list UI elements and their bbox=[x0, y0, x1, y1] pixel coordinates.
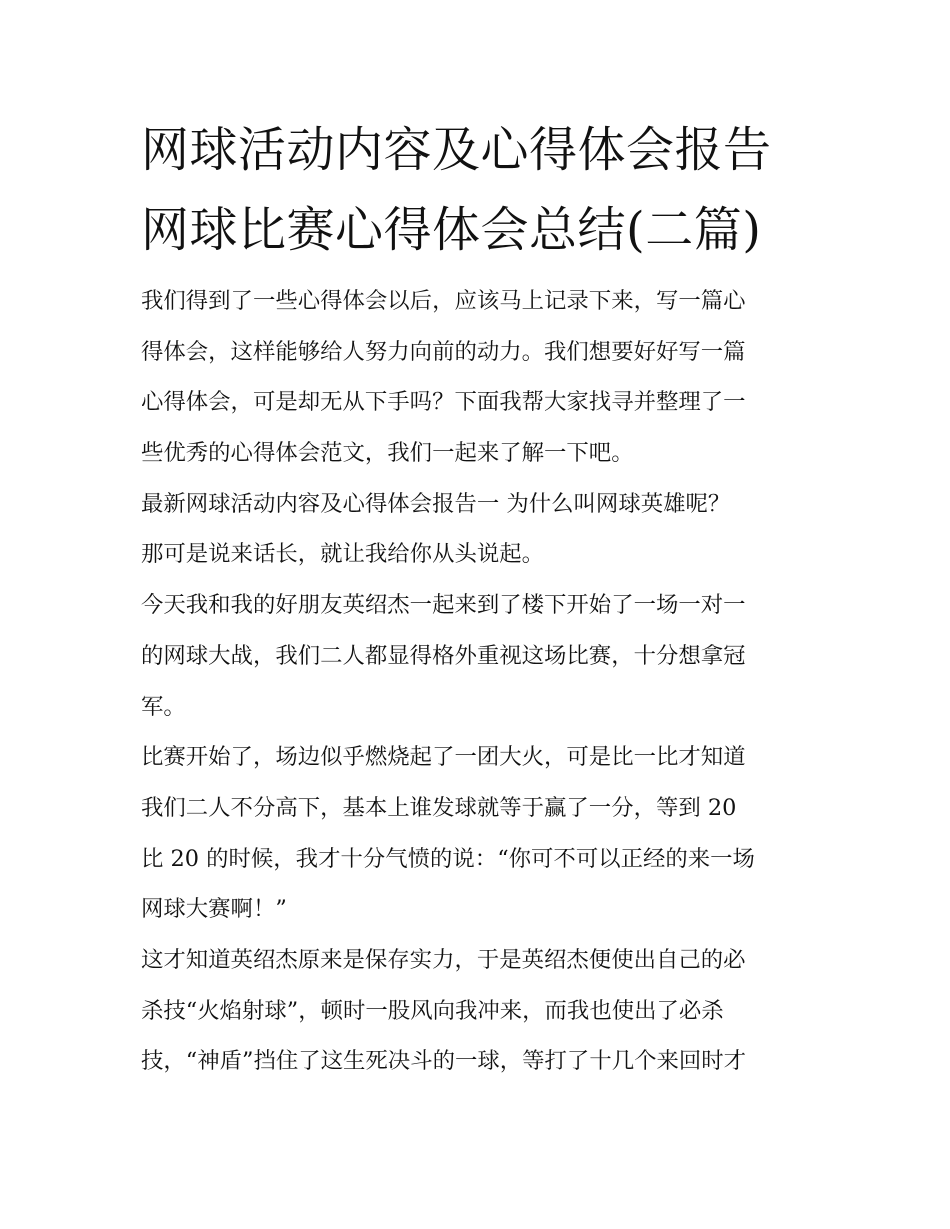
body-line: 比赛开始了，场边似乎燃烧起了一团大火，可是比一比才知道 bbox=[141, 744, 746, 771]
body-line: 心得体会，可是却无从下手吗？下面我帮大家找寻并整理了一 bbox=[141, 389, 746, 416]
body-line: 我们得到了一些心得体会以后，应该马上记录下来，写一篇心 bbox=[141, 288, 746, 314]
body-line: 网球大赛啊！” bbox=[141, 896, 287, 923]
body-line: 我们二人不分高下，基本上谁发球就等于赢了一分，等到 20 bbox=[141, 794, 737, 821]
body-line: 技，“神盾”挡住了这生死决斗的一球，等打了十几个来回时才 bbox=[141, 1048, 747, 1075]
body-line: 这才知道英绍杰原来是保存实力，于是英绍杰便使出自己的必 bbox=[141, 946, 746, 973]
body-line: 比 20 的时候，我才十分气愤的说：“你可不可以正经的来一场 bbox=[141, 845, 755, 872]
document-title bbox=[141, 110, 821, 270]
body-line: 最新网球活动内容及心得体会报告一 为什么叫网球英雄呢？ bbox=[141, 490, 731, 517]
body-line: 今天我和我的好朋友英绍杰一起来到了楼下开始了一场一对一 bbox=[141, 592, 746, 619]
body-line: 得体会，这样能够给人努力向前的动力。我们想要好好写一篇 bbox=[141, 338, 746, 365]
body-line: 些优秀的心得体会范文，我们一起来了解一下吧。 bbox=[141, 440, 634, 467]
body-line: 军。 bbox=[141, 693, 186, 720]
body-line: 的网球大战，我们二人都显得格外重视这场比赛，十分想拿冠 bbox=[141, 642, 746, 669]
title-line-2: 网球比赛心得体会总结(二篇) bbox=[141, 202, 762, 258]
title-line-1: 网球活动内容及心得体会报告 bbox=[141, 122, 772, 178]
document-body bbox=[141, 276, 821, 1087]
body-line: 那可是说来话长，就让我给你从头说起。 bbox=[141, 541, 545, 568]
body-line: 杀技“火焰射球”，顿时一股风向我冲来，而我也使出了必杀 bbox=[141, 997, 724, 1024]
